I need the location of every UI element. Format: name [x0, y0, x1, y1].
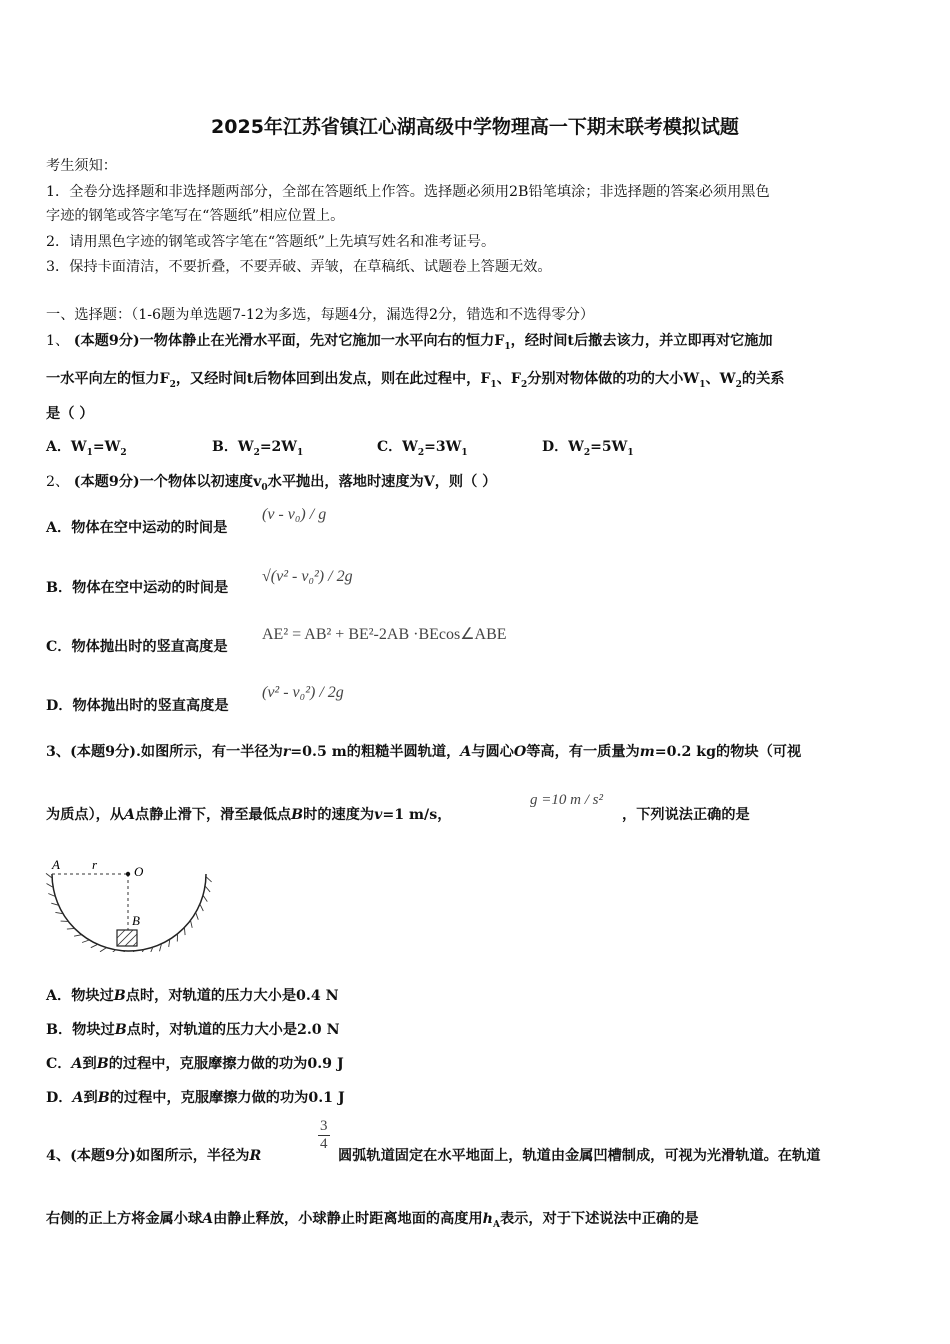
- hatch-mark: [184, 928, 185, 936]
- center-point-o: [126, 872, 130, 876]
- notice-heading: 考生须知：: [46, 158, 117, 174]
- q1-line-2: 一水平向左的恒力$F_2$，又经时间t后物体回到出发点，则在此过程中，$F_1$、$F_2$分别对物体做的功的大小$W_1$、$W_2$的关系: [46, 371, 785, 390]
- q3-line-2: 为质点），从A点静止滑下，滑至最低点B时的速度为v=1 m/s，: [46, 807, 452, 823]
- notice-item-3: 3．保持卡面清洁，不要折叠，不要弄破、弄皱，在草稿纸、试题卷上答题无效。: [46, 259, 552, 275]
- q1-option-b: B．$W_2=2W_1$: [212, 439, 304, 458]
- hatch-mark: [91, 944, 98, 947]
- q3-option-b: B．物块过B点时，对轨道的压力大小是2.0 N: [46, 1022, 340, 1038]
- q4-fraction: [318, 1118, 330, 1153]
- semicircle-track-figure: [44, 852, 219, 952]
- q3-option-c: C．A到B的过程中，克服摩擦力做的功为0.9 J: [46, 1056, 344, 1072]
- q3-gravity-formula: g =10 m / s²: [530, 792, 603, 808]
- hatch-mark: [110, 950, 116, 952]
- hatch-mark: [206, 877, 212, 882]
- fraction-numerator: 3: [320, 1118, 328, 1134]
- q1-option-d: D．$W_2=5W_1$: [542, 439, 634, 458]
- hatch-mark: [46, 873, 52, 878]
- q1-line-1: 1、 (本题9分)一物体静止在光滑水平面，先对它施加一水平向右的恒力$F_1$，经时间t后撤去该力，并立即再对它施加: [46, 333, 773, 352]
- q2-stem: 2、 (本题9分)一个物体以初速度$v_0$水平抛出，落地时速度为V，则（ ）: [46, 474, 497, 493]
- q2-formula-c: AE² = AB² + BE²-2AB ·BEcos∠ABE: [262, 626, 507, 643]
- q4-line-1-start: 4、(本题9分)如图所示，半径为R: [46, 1148, 262, 1164]
- q3-option-d: D．A到B的过程中，克服摩擦力做的功为0.1 J: [46, 1090, 345, 1106]
- q3-line-1: 3、(本题9分).如图所示，有一半径为r=0.5 m的粗糙半圆轨道，A与圆心O等高，有一质量为m=0.2 kg的物块（可视: [46, 744, 802, 760]
- notice-item-2: 2．请用黑色字迹的钢笔或答字笔在“答题纸”上先填写姓名和准考证号。: [46, 234, 496, 250]
- q1-option-a: A．$W_1=W_2$: [46, 439, 127, 458]
- q2-option-d: D．物体抛出时的竖直高度是: [46, 698, 229, 714]
- q2-formula-d: (v² - v₀²) / 2g: [262, 684, 344, 701]
- q4-line-2: 右侧的正上方将金属小球A由静止释放，小球静止时距离地面的高度用$h_A$表示，对于下述说法中正确的是: [46, 1211, 699, 1230]
- q2-formula-a: (v - v₀) / g: [262, 506, 327, 523]
- label-b: B: [132, 913, 140, 928]
- q2-option-b: B．物体在空中运动的时间是: [46, 580, 229, 596]
- hatch-mark: [196, 913, 199, 920]
- label-r: r: [92, 857, 98, 872]
- q4-line-1-end: 圆弧轨道固定在水平地面上，轨道由金属凹槽制成，可视为光滑轨道。在轨道: [338, 1148, 821, 1164]
- label-o: O: [134, 864, 144, 879]
- label-a: A: [52, 857, 60, 872]
- hatch-mark: [74, 935, 82, 937]
- q3-option-a: A．物块过B点时，对轨道的压力大小是0.4 N: [46, 988, 339, 1004]
- q2-formula-b: √(v² - v₀²) / 2g: [262, 568, 353, 585]
- fraction-denominator: 4: [320, 1136, 328, 1152]
- hatch-mark: [67, 928, 75, 929]
- q1-option-c: C．$W_2=3W_1$: [377, 439, 468, 458]
- notice-item-1: 1．全卷分选择题和非选择题两部分，全部在答题纸上作答。选择题必须用2B铅笔填涂；非选择题的答案必须用黑色: [46, 184, 770, 200]
- notice-item-1-cont: 字迹的钢笔或答字笔写在“答题纸”相应位置上。: [46, 208, 345, 224]
- q3-line-2-end: ，下列说法正确的是: [622, 807, 750, 823]
- q2-option-a: A．物体在空中运动的时间是: [46, 520, 228, 536]
- hatch-mark: [82, 940, 89, 943]
- section-heading: 一、选择题：（1-6题为单选题7-12为多选，每题4分，漏选得2分，错选和不选得零分）: [46, 307, 595, 323]
- q2-option-c: C．物体抛出时的竖直高度是: [46, 639, 228, 655]
- q1-line-3: 是（ ）: [46, 406, 94, 422]
- hatch-mark: [100, 948, 107, 952]
- hatch-mark: [191, 920, 193, 928]
- hatch-mark: [200, 904, 203, 911]
- hatch-mark: [203, 895, 207, 901]
- page-title: 2025年江苏省镇江心湖高级中学物理高一下期末联考模拟试题: [211, 116, 739, 138]
- hatch-mark: [205, 886, 210, 892]
